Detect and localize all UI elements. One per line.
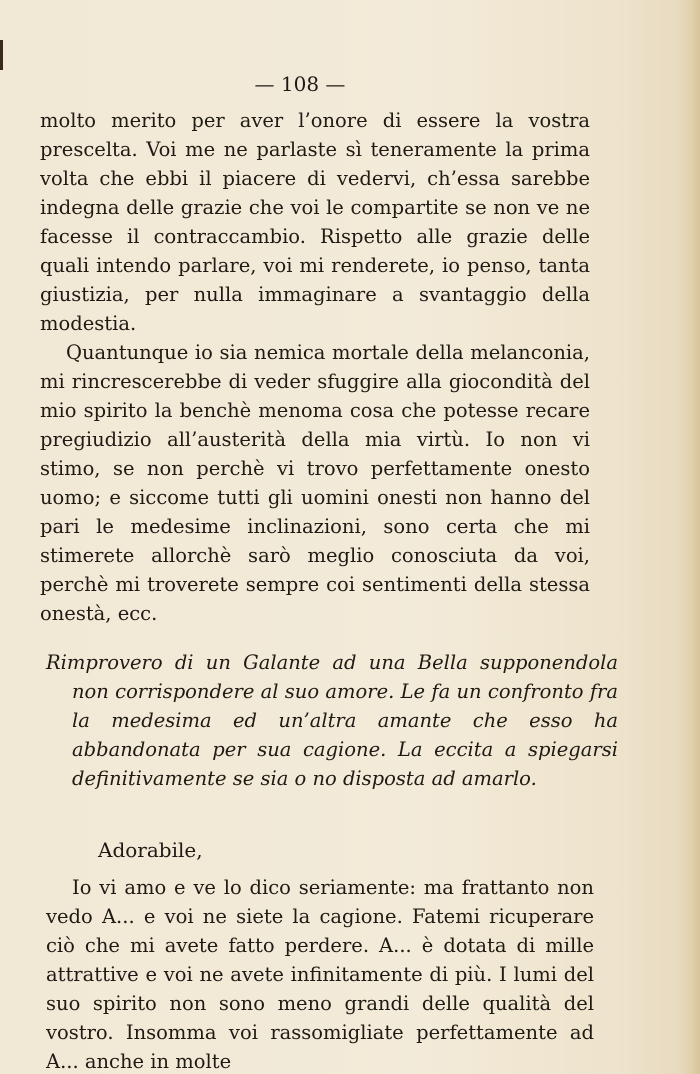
binding-mark <box>0 40 3 70</box>
page-number: — 108 — <box>254 72 346 96</box>
letter-salutation: Adorabile, <box>98 838 203 862</box>
paragraph-3: Io vi amo e ve lo dico seriamente: ma frattanto non vedo A... e voi ne siete la cagione. Fatemi ricuperare ciò che mi avete fatto perdere. A... è dotata di mille attrattive e voi ne avete infinitamente di più. I lumi del suo spirito non sono meno grandi delle qualità del vostro. Insomma voi rassomigliate perfettamente ad A... anche in molte <box>46 876 594 1073</box>
paragraph-1: molto merito per aver l’onore di essere la vostra prescelta. Voi me ne parlaste sì teneramente la prima volta che ebbi il piacere di vedervi, ch’essa sarebbe indegna delle grazie che voi le compartite se non ve ne facesse il contraccambio. Rispetto alle grazie delle quali intendo parlare, voi mi renderete, io penso, tanta giustizia, per nulla immaginare a svantaggio della modestia. <box>40 109 590 335</box>
paragraph-2: Quantunque io sia nemica mortale della melanconia, mi rincrescerebbe di veder sfuggire alla giocondità del mio spirito la benchè menoma cosa che potesse recare pregiudizio all’austerità della mia virtù. Io non vi stimo, se non perchè vi trovo perfettamente onesto uomo; e siccome tutti gli uomini onesti non hanno del pari le medesime inclinazioni, sono certa che mi stimerete allorchè sarò meglio conosciuta da voi, perchè mi troverete sempre coi sentimenti della stessa onestà, ecc. <box>40 341 590 625</box>
letter-heading: Rimprovero di un Galante ad una Bella supponendola non corrispondere al suo amore. Le fa un confronto fra la medesima ed un’altra amante che esso ha abbandonata per sua cagione. La eccita a spiegarsi definitivamente se sia o no disposta ad amarlo. <box>46 651 618 790</box>
page-edge-shadow <box>678 0 700 1074</box>
